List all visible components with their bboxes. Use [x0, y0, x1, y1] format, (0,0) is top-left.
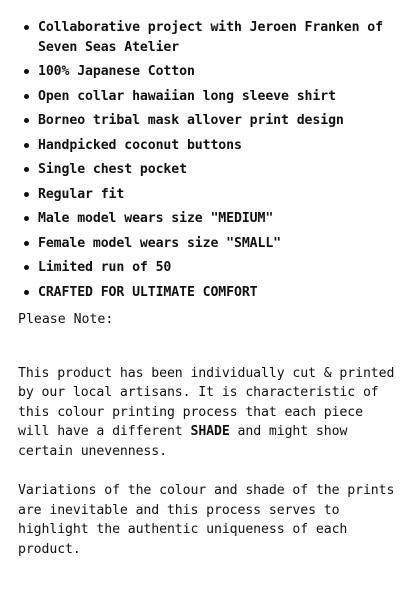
feature-item: Collaborative project with Jeroen Franken of Seven Seas Atelier	[18, 18, 401, 57]
feature-item: Borneo tribal mask allover print design	[18, 111, 401, 131]
feature-item: CRAFTED FOR ULTIMATE COMFORT	[18, 283, 401, 303]
note-label: Please Note:	[18, 312, 114, 327]
feature-item: Male model wears size "MEDIUM"	[18, 209, 401, 229]
note-paragraph-1	[18, 364, 401, 462]
spacer	[18, 330, 401, 364]
note-paragraph-1-start: This product has been individually cut & printed by our local artisans. It is characteristic of this colour printing process that each piece will have a different	[18, 365, 395, 440]
note-paragraph-2: Variations of the colour and shade of the prints are inevitable and this process serves to highlight the authentic uniqueness of each product.	[18, 483, 395, 557]
feature-item: Female model wears size "SMALL"	[18, 234, 401, 254]
feature-item: Open collar hawaiian long sleeve shirt	[18, 87, 401, 107]
feature-item: 100% Japanese Cotton	[18, 62, 401, 82]
feature-list	[18, 18, 401, 302]
shade-emphasis: SHADE	[190, 424, 230, 440]
feature-item: Limited run of 50	[18, 258, 401, 278]
feature-item: Regular fit	[18, 185, 401, 205]
feature-item: Handpicked coconut buttons	[18, 136, 401, 156]
note-paragraph-1-end: and might show certain unevenness.	[18, 424, 348, 459]
feature-item: Single chest pocket	[18, 160, 401, 180]
